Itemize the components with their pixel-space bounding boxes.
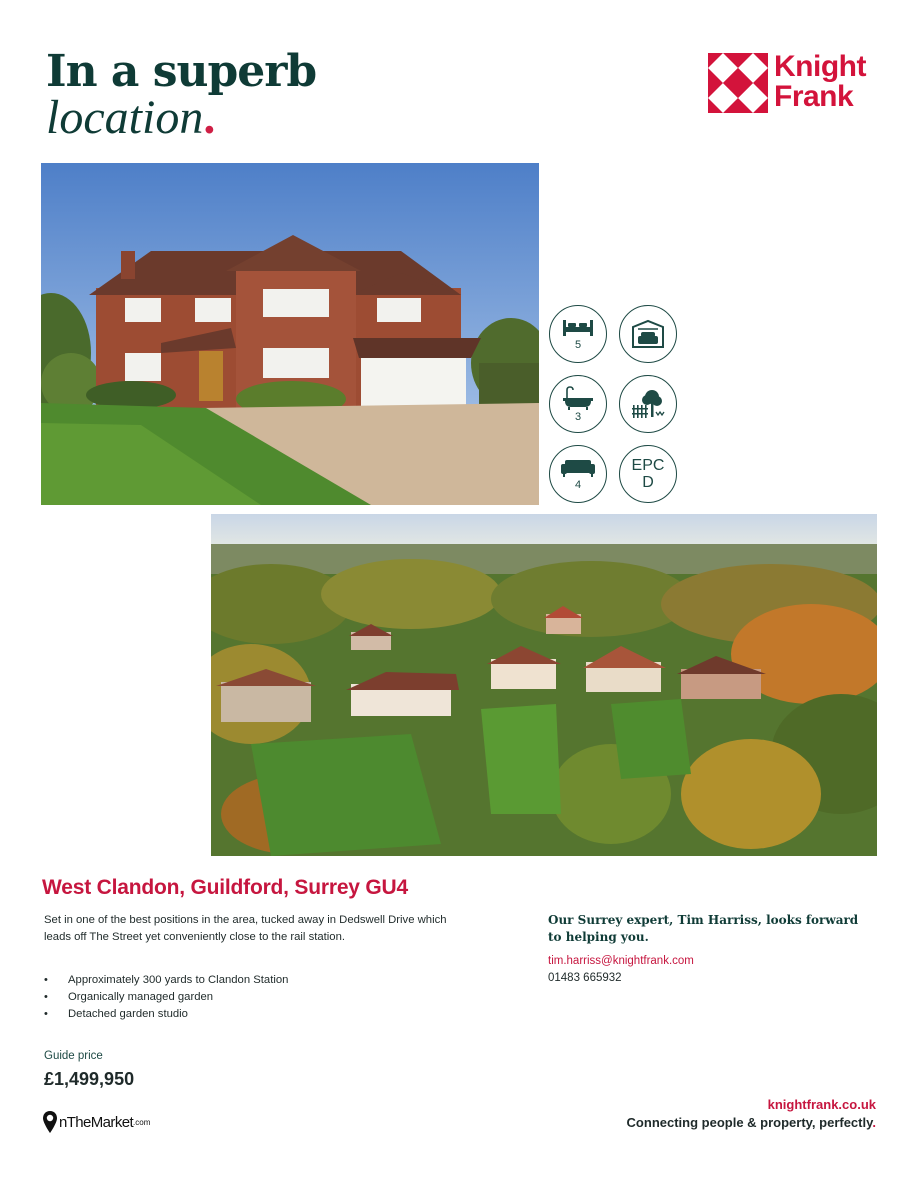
brand-tagline: Connecting people & property, perfectly. (626, 1115, 876, 1130)
logo-text-frank: Frank (774, 80, 854, 113)
epc-rating-feature (619, 445, 677, 503)
onthemarket-logo[interactable] (42, 1110, 150, 1134)
epc-label: EPC (631, 457, 665, 474)
receptions-feature (549, 445, 607, 503)
property-location: West Clandon, Guildford, Surrey GU4 (42, 876, 408, 899)
logo-mark-icon (708, 53, 768, 113)
receptions-count: 4 (574, 478, 582, 491)
garage-feature (619, 305, 677, 363)
headline-line1: In a superb (46, 46, 317, 97)
bedrooms-feature (549, 305, 607, 363)
expert-message: Our Surrey expert, Tim Harriss, looks forward to helping you. (548, 913, 859, 944)
sofa-icon (560, 458, 596, 478)
list-item: • Organically managed garden (44, 989, 288, 1006)
bathrooms-feature (549, 375, 607, 433)
bed-icon (561, 318, 595, 338)
map-pin-icon (42, 1110, 58, 1134)
bathrooms-count: 3 (574, 410, 582, 423)
logo-text-knight: Knight (774, 50, 866, 83)
epc-value: D (642, 474, 654, 491)
otm-logo-text: nTheMarket (59, 1113, 134, 1131)
list-item: • Approximately 300 yards to Clandon Station (44, 972, 288, 989)
otm-logo-suffix: .com (133, 1117, 151, 1127)
website-link[interactable]: knightfrank.co.uk (767, 1097, 876, 1112)
list-item: • Detached garden studio (44, 1006, 288, 1023)
bath-icon (561, 386, 595, 410)
garden-icon (630, 388, 666, 420)
tagline-dot: . (872, 1115, 876, 1130)
feature-bullet-list (44, 972, 288, 1023)
house-front-photo (41, 163, 539, 505)
knight-frank-logo[interactable] (708, 52, 880, 114)
agent-email-link[interactable]: tim.harriss@knightfrank.com (548, 955, 694, 967)
headline-line2: location. (46, 91, 216, 144)
bedrooms-count: 5 (574, 338, 582, 351)
guide-price-value: £1,499,950 (44, 1069, 135, 1089)
property-description: Set in one of the best positions in the area, tucked away in Dedswell Drive which leads off The Street yet conveniently close to the rail station. (44, 914, 447, 943)
headline-dot: . (203, 91, 216, 144)
garage-icon (631, 319, 665, 349)
aerial-view-photo (211, 514, 877, 856)
page-headline (46, 46, 317, 144)
agent-phone[interactable]: 01483 665932 (548, 972, 622, 984)
garden-feature (619, 375, 677, 433)
guide-price-label: Guide price (44, 1050, 103, 1062)
